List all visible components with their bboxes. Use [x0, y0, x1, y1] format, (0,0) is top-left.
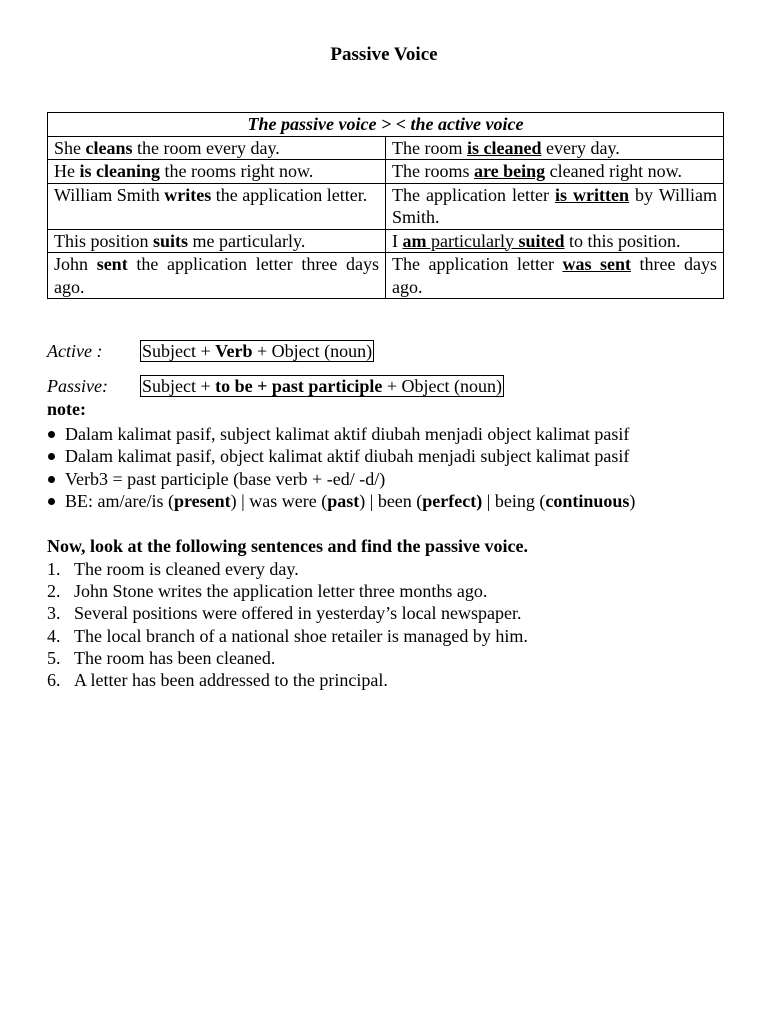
bullet-icon: [48, 498, 55, 505]
table-row: [48, 183, 724, 229]
sentence-text: cleaned right now.: [545, 161, 682, 181]
sentence-text: The room: [392, 137, 467, 158]
sentence-text: The application letter: [392, 254, 563, 274]
tense-label: perfect): [422, 491, 483, 512]
table-header: The passive voice > < the active voice: [48, 113, 724, 137]
sentence-text: the rooms right now.: [160, 161, 314, 181]
item-text: The room has been cleaned.: [74, 647, 276, 668]
passive-verb: is cleaned: [466, 137, 542, 158]
note-text: Dalam kalimat pasif, object kalimat aktif diubah menjadi subject kalimat pasif: [65, 446, 630, 467]
sentence-text: the application letter.: [211, 184, 368, 205]
note-list: [47, 423, 747, 513]
item-text: A letter has been addressed to the principal.: [74, 670, 388, 691]
note-title: note:: [47, 399, 86, 419]
passive-formula-label: Passive:: [47, 376, 108, 396]
active-formula-box: [140, 340, 374, 362]
active-verb: sent: [96, 254, 128, 274]
passive-sentence: [386, 183, 724, 229]
sentence-text: The rooms: [392, 161, 474, 181]
sentence-text: me particularly.: [188, 230, 306, 251]
exercise-list: [47, 558, 747, 691]
sentence-text: by William Smith.: [392, 184, 718, 227]
list-item: [47, 468, 747, 490]
active-verb: cleans: [85, 137, 133, 158]
sentence-text: She: [54, 137, 86, 158]
passive-verb: is written: [555, 184, 630, 205]
note-text: ): [629, 491, 636, 512]
bullet-icon: [48, 453, 55, 460]
tense-label: past: [327, 491, 360, 512]
sentence-text: the room every day.: [132, 137, 280, 158]
bullet-icon: [48, 431, 55, 438]
sentence-text: The application letter: [392, 184, 556, 205]
table-row: [48, 253, 724, 299]
voice-comparison-table: [47, 112, 724, 299]
exercise-title: Now, look at the following sentences and find the passive voice.: [47, 536, 529, 556]
bullet-icon: [48, 476, 55, 483]
passive-sentence: [386, 229, 724, 253]
formula-text: Subject +: [142, 341, 216, 361]
sentence-text: I: [392, 230, 403, 251]
table-header-row: [48, 113, 724, 137]
active-sentence: [48, 183, 386, 229]
sentence-text: to this position.: [564, 230, 681, 251]
note-text: ) | been (: [359, 491, 423, 512]
formula-text: + Object (noun): [252, 341, 373, 361]
formula-bold: to be + past participle: [215, 376, 383, 396]
note-text: ) | was were (: [230, 491, 328, 512]
tense-label: continuous: [545, 491, 630, 512]
sentence-text: This position: [54, 230, 154, 251]
document-title: Passive Voice: [330, 44, 438, 65]
passive-sentence: [386, 160, 724, 184]
table-row: [48, 229, 724, 253]
active-verb: writes: [164, 184, 212, 205]
item-text: Several positions were offered in yesterday’s local newspaper.: [74, 603, 522, 624]
item-number: 3.: [47, 603, 61, 624]
item-number: 1.: [47, 559, 61, 579]
item-text: John Stone writes the application letter three months ago.: [74, 581, 488, 602]
item-text: The room is cleaned every day.: [74, 559, 299, 579]
list-item: [47, 647, 747, 669]
note-text: BE: am/are/is (: [65, 491, 174, 512]
active-formula-label: Active :: [47, 341, 103, 361]
note-text: Dalam kalimat pasif, subject kalimat aktif diubah menjadi object kalimat pasif: [65, 424, 630, 444]
passive-verb: was sent: [562, 254, 632, 274]
active-formula: [47, 340, 374, 362]
list-item: [47, 625, 747, 647]
item-number: 5.: [47, 647, 61, 668]
list-item: [47, 558, 747, 580]
sentence-text: John: [54, 254, 97, 274]
formula-bold: Verb: [215, 341, 253, 361]
sentence-text: three days ago.: [392, 254, 718, 297]
list-item: [47, 490, 747, 512]
sentence-text: William Smith: [54, 184, 165, 205]
passive-verb: am: [402, 230, 427, 251]
table-row: [48, 136, 724, 160]
list-item: [47, 580, 747, 602]
list-item: [47, 602, 747, 624]
formula-text: Subject +: [142, 376, 216, 396]
sentence-text: the application letter three days ago.: [54, 254, 379, 297]
list-item: [47, 669, 747, 691]
active-verb: is cleaning: [79, 161, 161, 181]
note-text: Verb3 = past participle (base verb + -ed/ -d/): [65, 468, 386, 489]
item-number: 2.: [47, 581, 61, 602]
active-sentence: [48, 229, 386, 253]
list-item: [47, 445, 747, 467]
item-number: 4.: [47, 625, 61, 646]
active-verb: suits: [153, 230, 189, 251]
active-sentence: [48, 136, 386, 160]
sentence-text: every day.: [541, 137, 620, 158]
sentence-text: He: [54, 161, 80, 181]
sentence-text: particularly: [426, 230, 519, 251]
passive-formula: [47, 375, 504, 397]
formula-text: + Object (noun): [382, 376, 503, 396]
item-text: The local branch of a national shoe retailer is managed by him.: [74, 625, 528, 646]
passive-verb: are being: [473, 161, 546, 181]
item-number: 6.: [47, 670, 61, 691]
passive-sentence: [386, 136, 724, 160]
active-sentence: [48, 253, 386, 299]
active-sentence: [48, 160, 386, 184]
tense-label: present: [173, 491, 231, 512]
passive-sentence: [386, 253, 724, 299]
table-row: [48, 160, 724, 184]
note-text: | being (: [482, 491, 546, 512]
passive-formula-box: [140, 375, 504, 397]
list-item: [47, 423, 747, 445]
passive-verb: suited: [518, 230, 565, 251]
